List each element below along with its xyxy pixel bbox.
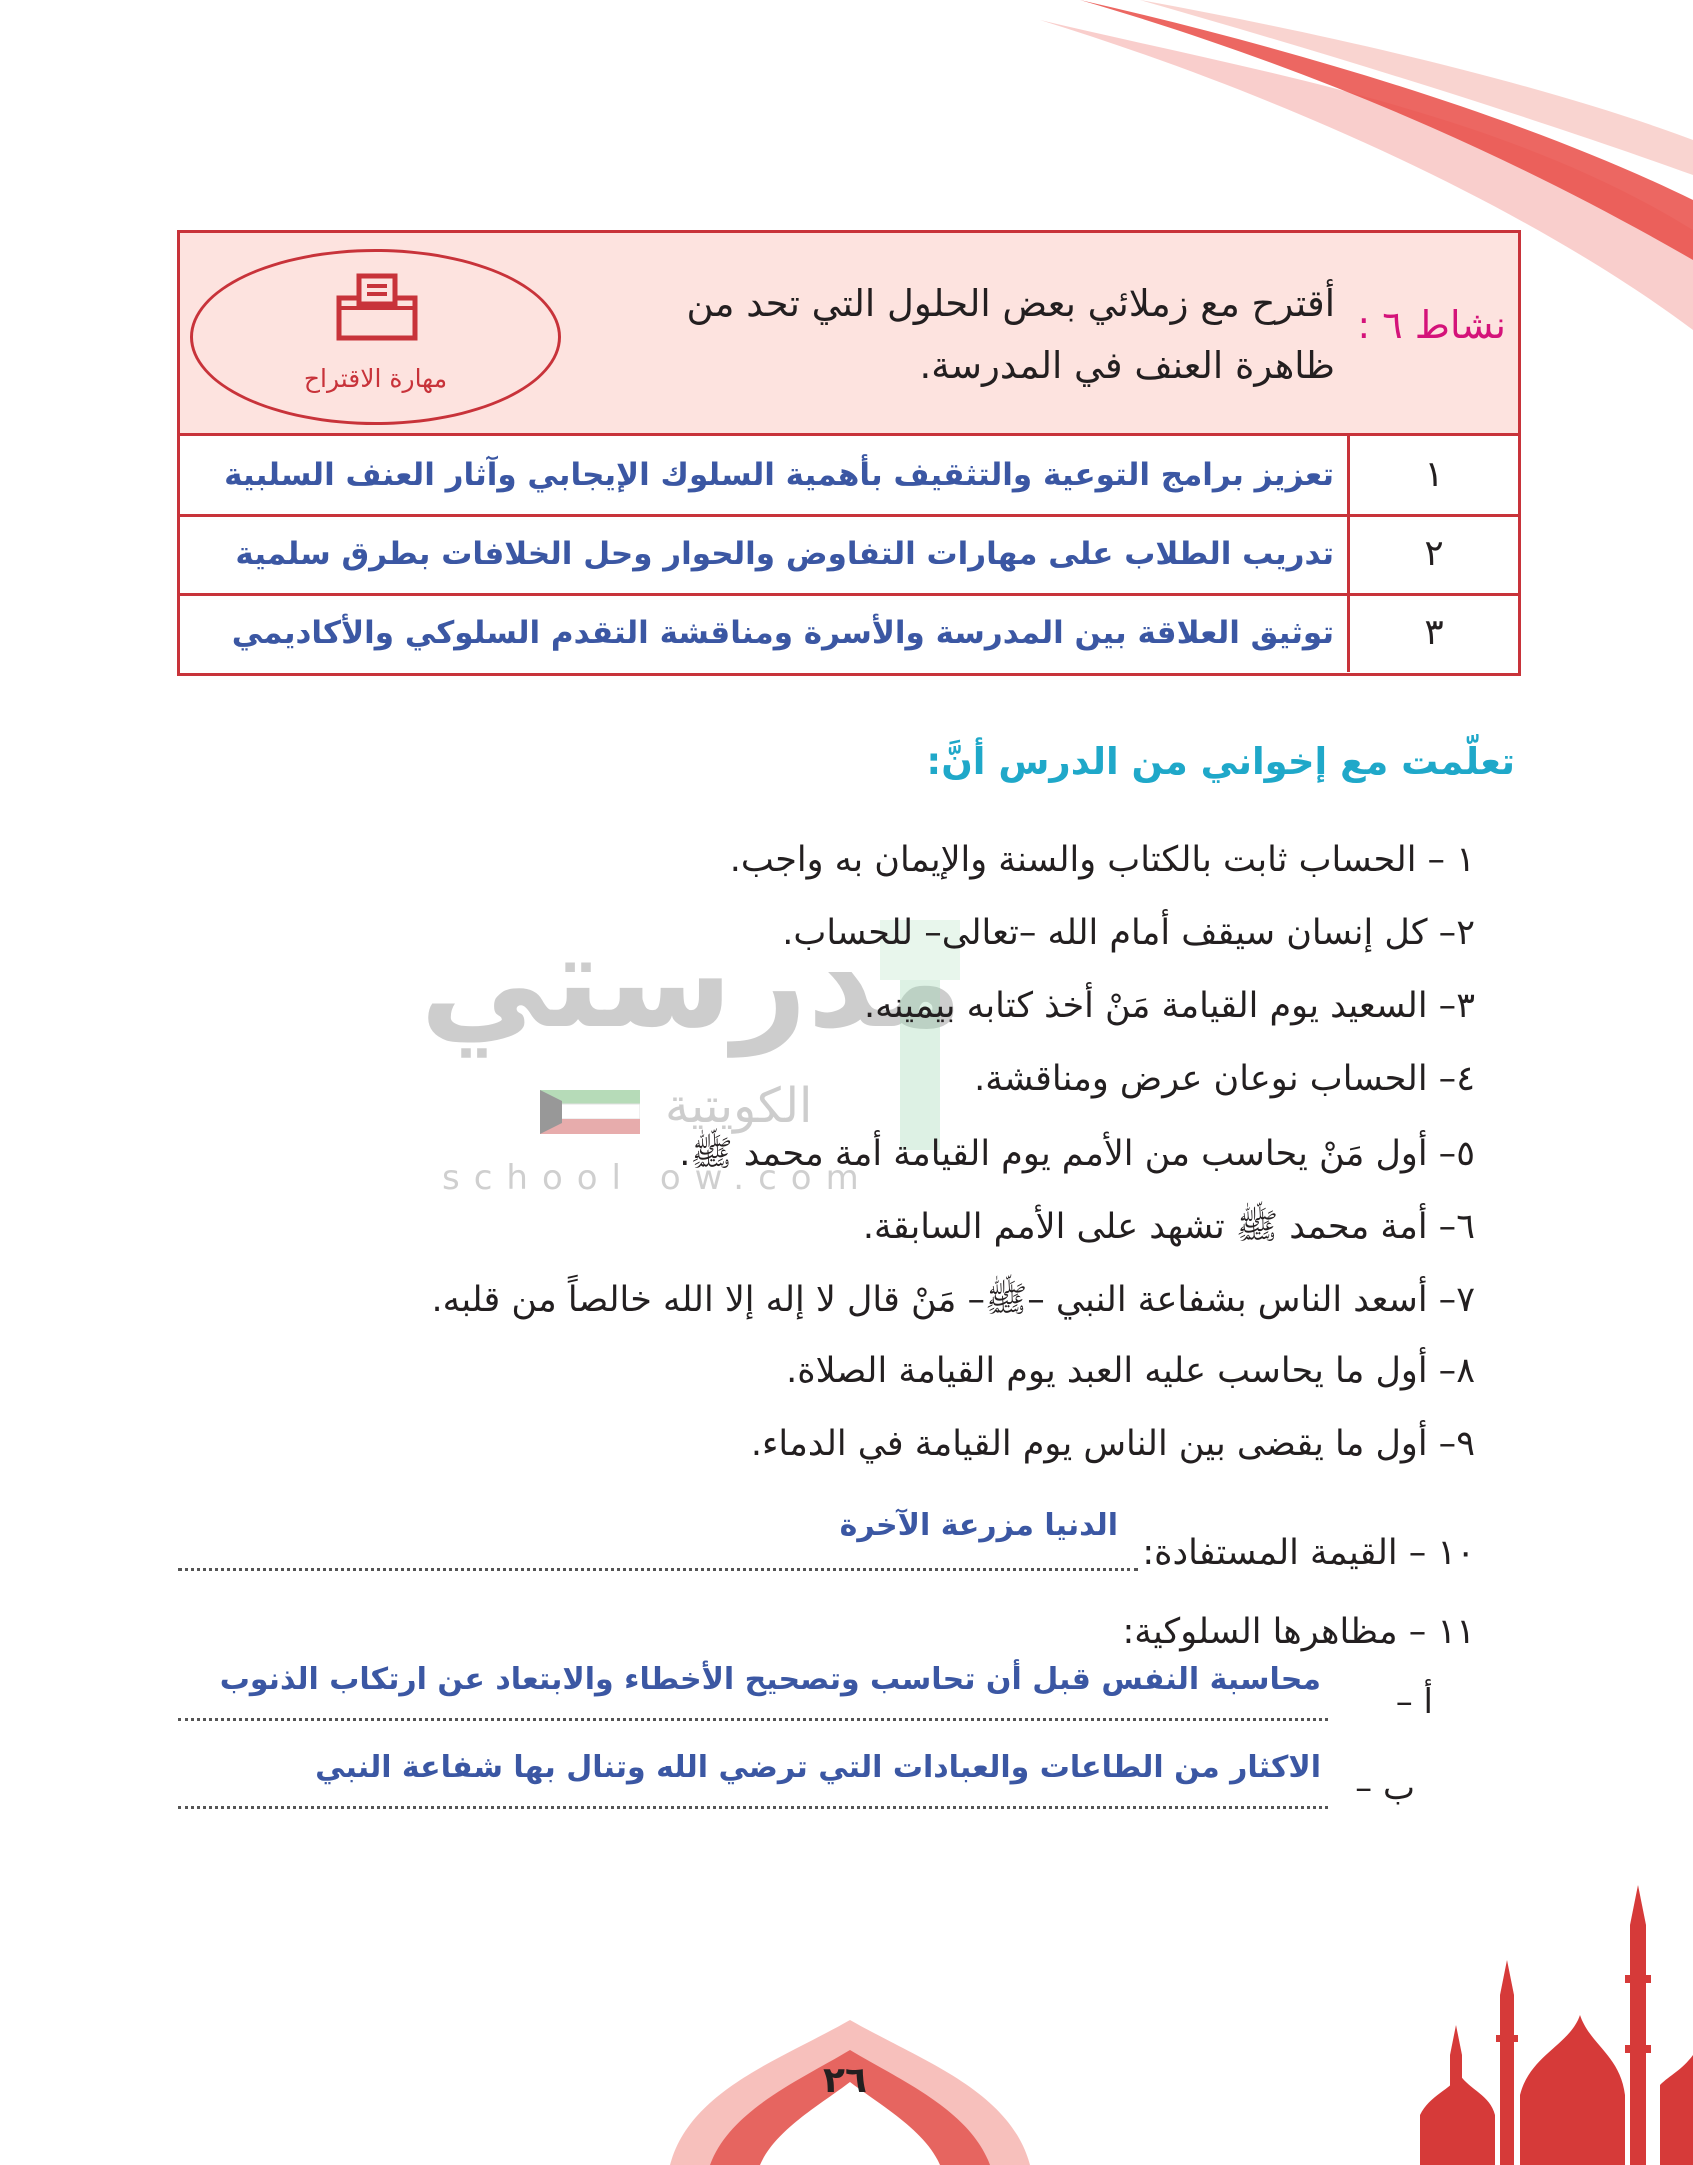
- behavior-answer-line: [178, 1718, 1328, 1721]
- behavior-answer-line: [178, 1806, 1328, 1809]
- list-item: ٤– الحساب نوعان عرض ومناقشة.: [974, 1059, 1475, 1099]
- list-item: ٨– أول ما يحاسب عليه العبد يوم القيامة الصلاة.: [786, 1351, 1475, 1391]
- list-item: ٢– كل إنسان سيقف أمام الله –تعالى– للحساب.: [782, 913, 1475, 953]
- behavior-marker: أ –: [1395, 1682, 1433, 1722]
- behavior-answer[interactable]: محاسبة النفس قبل أن تحاسب وتصحيح الأخطاء والابتعاد عن ارتكاب الذنوب: [219, 1662, 1321, 1697]
- watermark-url: school ow.com: [442, 1158, 873, 1198]
- activity-header: [180, 233, 1518, 436]
- watermark-logo-text: مدرستي: [420, 905, 963, 1057]
- list-item: ١ – الحساب ثابت بالكتاب والسنة والإيمان به واجب.: [729, 840, 1475, 880]
- behavior-marker: ب –: [1355, 1768, 1415, 1808]
- table-row: [180, 594, 1518, 672]
- row-number: ٣: [1347, 594, 1518, 672]
- page-number: ٢٦: [823, 2060, 867, 2101]
- skill-badge: [190, 249, 561, 425]
- list-item: ٣– السعيد يوم القيامة مَنْ أخذ كتابه بيمينه.: [863, 986, 1475, 1026]
- activity-box: [177, 230, 1521, 676]
- table-row: [180, 436, 1518, 517]
- section-title: تعلّمت مع إخواني من الدرس أنَّ:: [926, 740, 1515, 783]
- activity-table: [180, 436, 1518, 673]
- watermark-subtitle: الكويتية: [665, 1078, 813, 1134]
- row-answer: تدريب الطلاب على مهارات التفاوض والحوار وحل الخلافات بطرق سلمية: [235, 536, 1334, 572]
- row-answer: توثيق العلاقة بين المدرسة والأسرة ومناقشة التقدم السلوكي والأكاديمي: [231, 615, 1334, 651]
- value-label: ١٠ – القيمة المستفادة:: [1142, 1533, 1475, 1573]
- kuwait-flag-icon: [540, 1090, 640, 1134]
- skill-label: مهارة الاقتراح: [303, 364, 448, 393]
- table-row: [180, 515, 1518, 596]
- activity-prompt: أقترح مع زملائي بعض الحلول التي تحد من ظاهرة العنف في المدرسة.: [686, 282, 1335, 387]
- row-number: ١: [1347, 436, 1518, 514]
- ballot-box-icon: [335, 272, 419, 342]
- list-item: ٥– أول مَنْ يحاسب من الأمم يوم القيامة أمة محمد ﷺ.: [679, 1134, 1475, 1174]
- mosque-skyline-decoration: [1420, 1885, 1693, 2165]
- behavior-answer[interactable]: الاكثار من الطاعات والعبادات التي ترضي الله وتنال بها شفاعة النبي: [315, 1750, 1321, 1785]
- behavior-label: ١١ – مظاهرها السلوكية:: [1122, 1612, 1475, 1652]
- row-number: ٢: [1347, 515, 1518, 593]
- list-item: ٧– أسعد الناس بشفاعة النبي –ﷺ– مَنْ قال لا إله إلا الله خالصاً من قلبه.: [431, 1280, 1475, 1320]
- value-answer-line: [178, 1568, 1138, 1571]
- activity-label: نشاط ٦ :: [1357, 303, 1506, 347]
- value-answer[interactable]: الدنيا مزرعة الآخرة: [839, 1508, 1118, 1543]
- list-item: ٦– أمة محمد ﷺ تشهد على الأمم السابقة.: [862, 1207, 1475, 1247]
- list-item: ٩– أول ما يقضى بين الناس يوم القيامة في الدماء.: [750, 1424, 1475, 1464]
- row-answer: تعزيز برامج التوعية والتثقيف بأهمية السلوك الإيجابي وآثار العنف السلبية: [224, 457, 1334, 493]
